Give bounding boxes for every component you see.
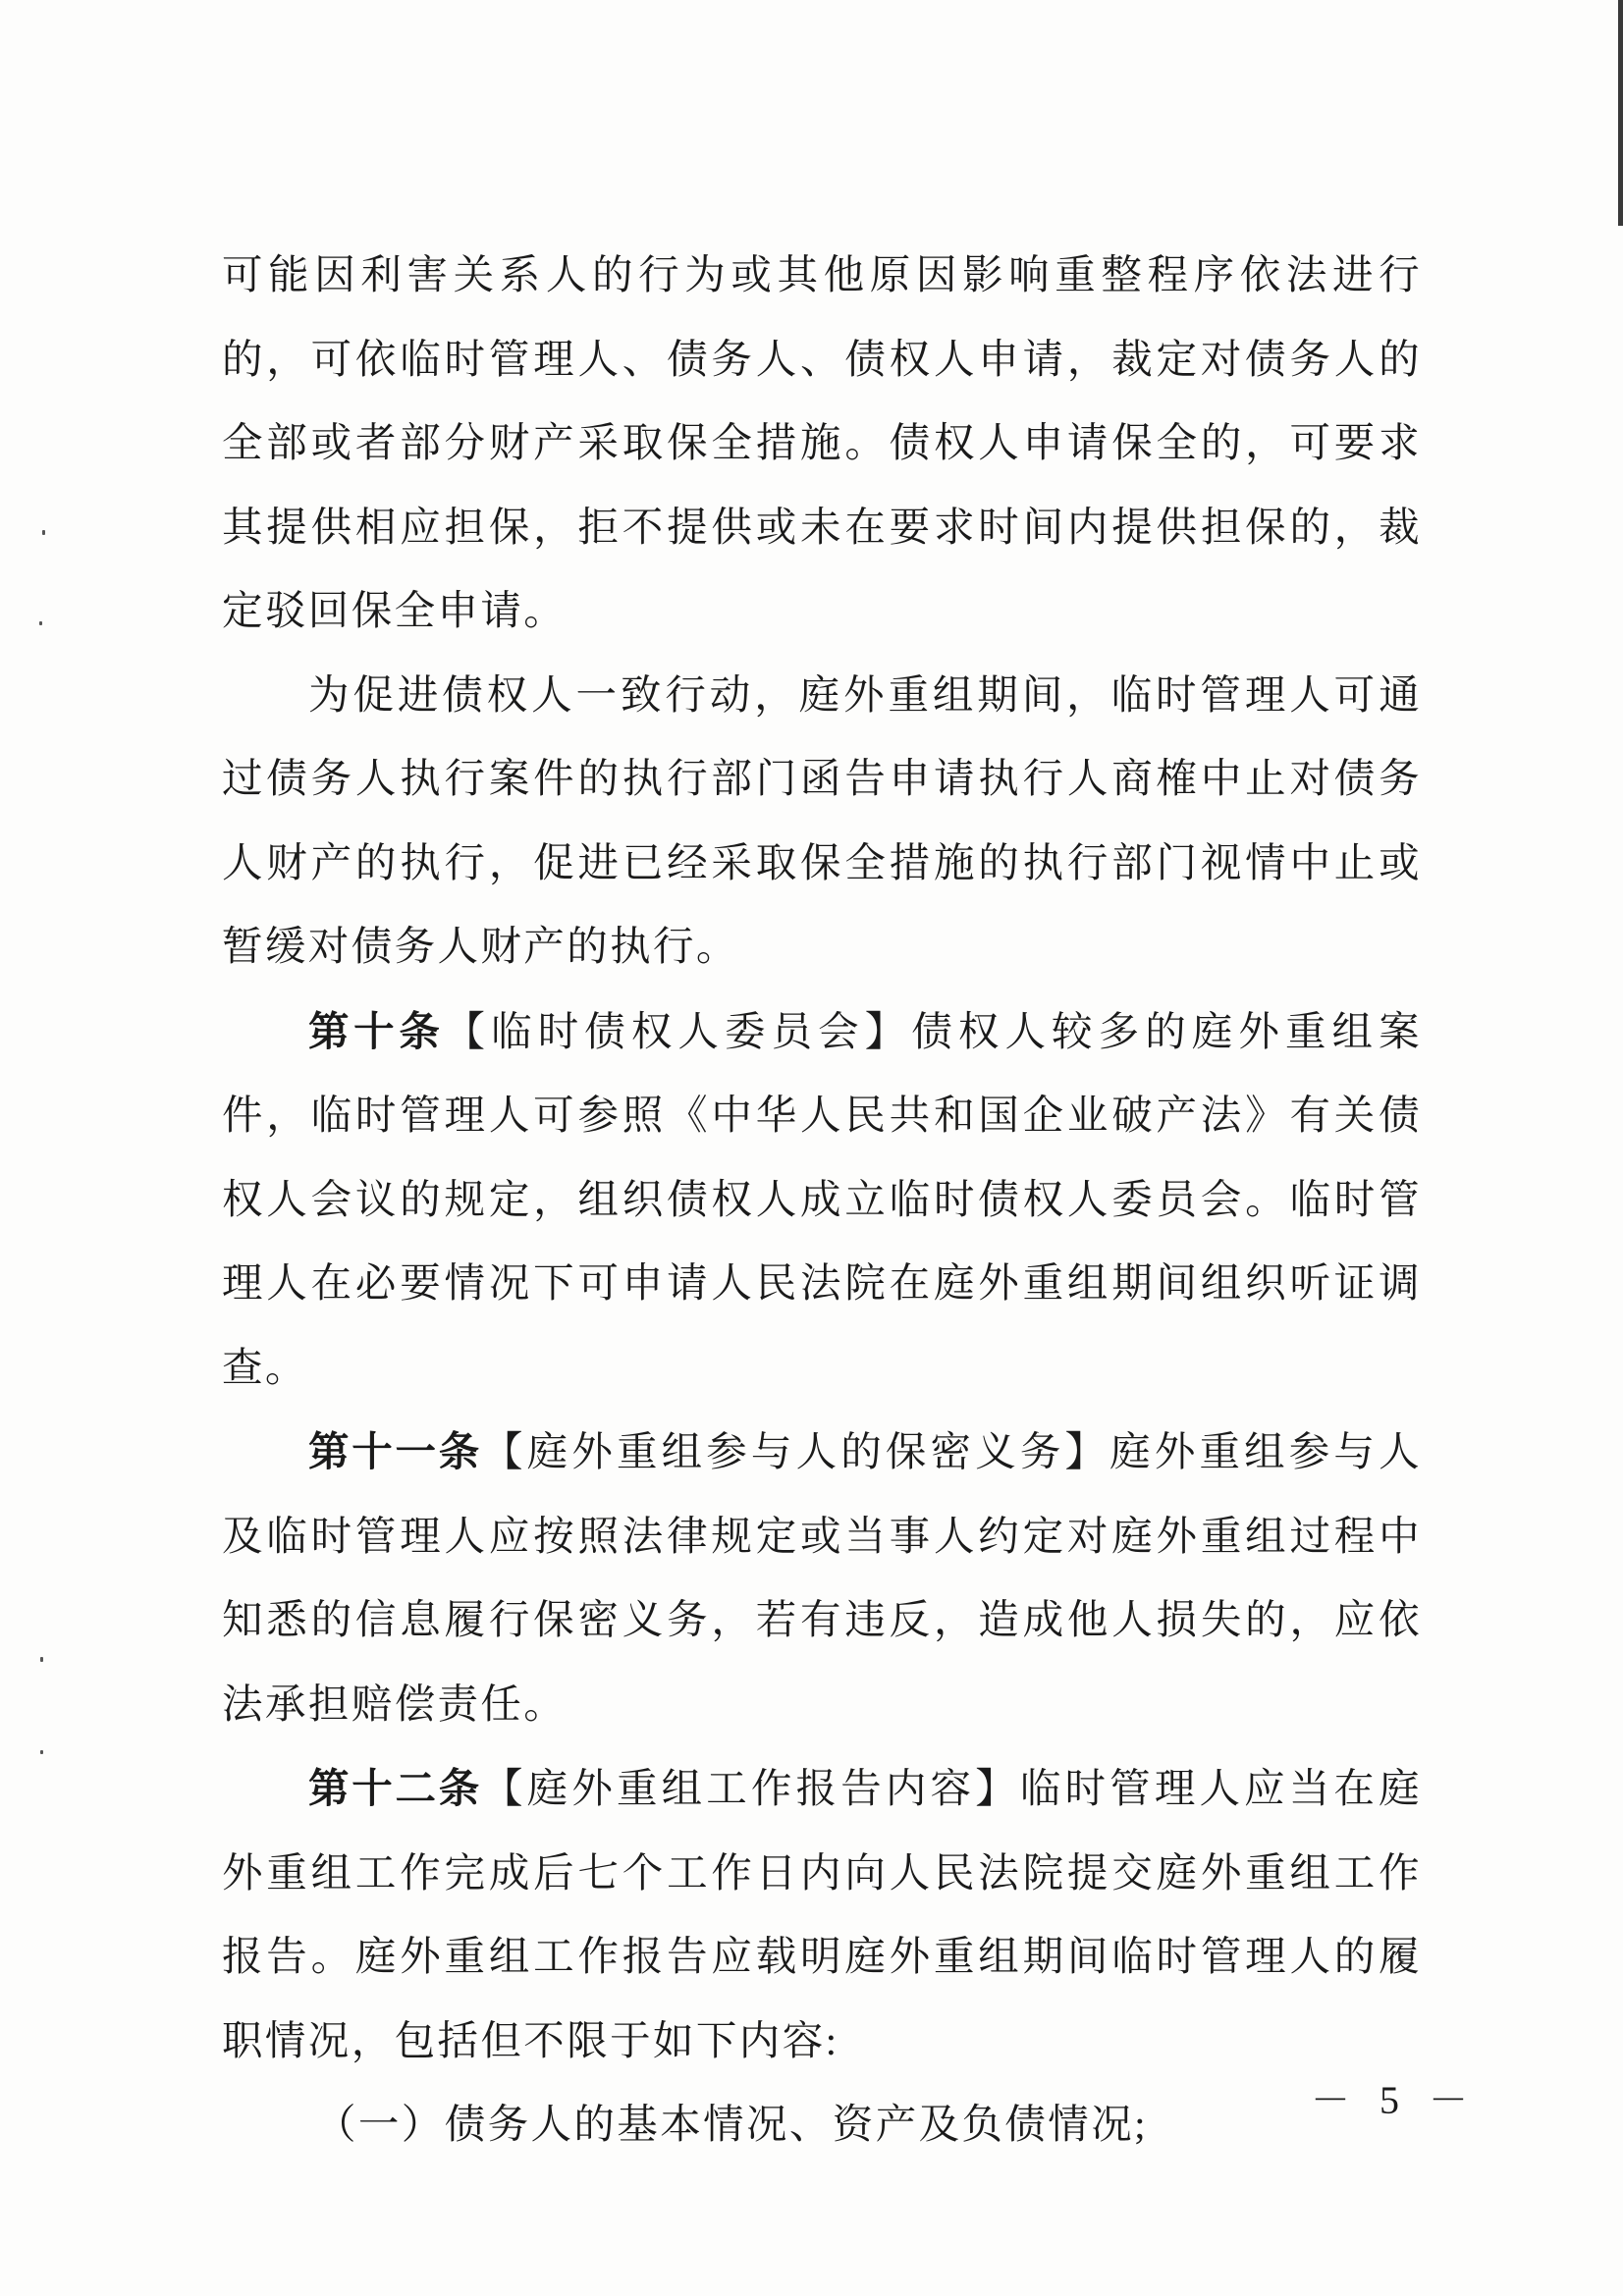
page-number: － 5 － [1311,2078,1478,2122]
document-body [222,234,1422,2167]
paragraph-text: 可能因利害关系人的行为或其他原因影响重整程序依法进行的，可依临时管理人、债务人、债权人申请，裁定对债务人的全部或者部分财产采取保全措施。债权人申请保全的，可要求其提供相应担保，拒不提供或未在要求时间内提供担保的，裁定驳回保全申请。 [222,252,1422,633]
article-10 [222,989,1422,1411]
article-12 [222,1746,1422,2083]
article-text: 【临时债权人委员会】债权人较多的庭外重组案件，临时管理人可参照《中华人民共和国企业破产法》有关债权人会议的规定，组织债权人成立临时债权人委员会。临时管理人在必要情况下可申请人民法院在庭外重组期间组织听证调查。 [222,1008,1422,1390]
article-11 [222,1410,1422,1746]
paragraph-preservation [222,234,1422,654]
scan-speck [39,621,42,625]
article-number: 第十二条 [308,1764,483,1812]
scan-speck [40,1750,43,1754]
article-text: 【庭外重组工作报告内容】临时管理人应当在庭外重组工作完成后七个工作日内向人民法院提交庭外重组工作报告。庭外重组工作报告应载明庭外重组期间临时管理人的履职情况，包括但不限于如下内容: [222,1766,1422,2063]
scan-speck [40,1657,43,1662]
article-text: 【庭外重组参与人的保密义务】庭外重组参与人及临时管理人应按照法律规定或当事人约定对庭外重组过程中知悉的信息履行保密义务，若有违反，造成他人损失的，应依法承担赔偿责任。 [222,1429,1422,1727]
paragraph-text: 为促进债权人一致行动，庭外重组期间，临时管理人可通过债务人执行案件的执行部门函告申请执行人商榷中止对债务人财产的执行，促进已经采取保全措施的执行部门视情中止或暂缓对债务人财产的执行。 [222,671,1422,969]
paragraph-enforcement [222,654,1422,989]
article-number: 第十一条 [308,1427,483,1475]
article-number: 第十条 [308,1006,445,1055]
scan-speck [42,530,45,535]
scan-edge-mark [1618,0,1623,226]
list-item [222,2083,1422,2167]
list-item-text: （一）债务人的基本情况、资产及负债情况; [315,2102,1149,2147]
